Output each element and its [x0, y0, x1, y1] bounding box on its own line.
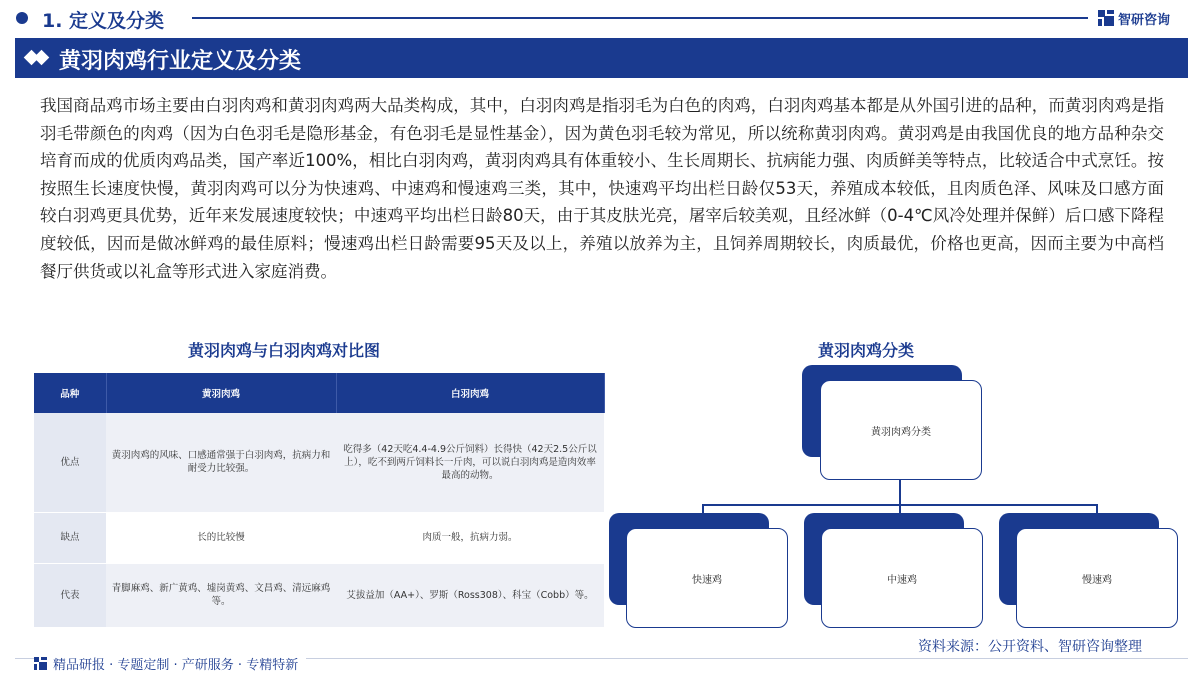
white-cell: 吃得多（42天吃4.4-4.9公斤饲料）长得快（42天2.5公斤以上），吃不到两斤饲料长一斤肉，可以说白羽肉鸡是造肉效率最高的动物。	[336, 413, 604, 512]
intro-paragraph: 我国商品鸡市场主要由白羽肉鸡和黄羽肉鸡两大品类构成，其中，白羽肉鸡是指羽毛为白色的肉鸡，白羽肉鸡基本都是从外国引进的品种，而黄羽肉鸡是指羽毛带颜色的肉鸡（因为白色羽毛是隐形基金，有色羽毛是显性基金），因为黄色羽毛较为常见，所以统称黄羽肉鸡。黄羽鸡是由我国优良的地方品种杂交培育而成的优质肉鸡品类，国产率近100%，相比白羽肉鸡，黄羽肉鸡具有体重较小、生长周期长、抗病能力强、肉质鲜美等特点，比较适合中式烹饪。按按照生长速度快慢，黄羽肉鸡可以分为快速鸡、中速鸡和慢速鸡三类，其中，快速鸡平均出栏日龄仅53天，养殖成本较低，且肉质色泽、风味及口感方面较白羽鸡更具优势，近年来发展速度较快；中速鸡平均出栏日龄80天，由于其皮肤光亮，屠宰后较美观，且经冰鲜（0-4℃风冷处理并保鲜）后口感下降程度较低，因而是做冰鲜鸡的最佳原料；慢速鸡出栏日龄需要95天及以上，养殖以放养为主，且饲养周期较长，肉质最优，价格也更高，因而主要为中高档餐厅供货或以礼盒等形式进入家庭消费。	[40, 96, 1164, 281]
tree-caption: 黄羽肉鸡分类	[818, 341, 915, 360]
child-node-medium: 中速鸡	[821, 528, 983, 628]
top-bar	[0, 0, 1200, 36]
header-variety: 品种	[34, 373, 106, 413]
white-cell: 艾拔益加（AA+）、罗斯（Ross308）、科宝（Cobb）等。	[336, 563, 604, 627]
brand-logo	[1098, 8, 1170, 28]
table-row	[34, 413, 604, 512]
section-title: 1. 定义及分类	[42, 10, 165, 32]
section-bullet	[16, 12, 28, 24]
page-title: 黄羽肉鸡行业定义及分类	[59, 49, 302, 74]
footer-slogan: 精品研报 · 专题定制 · 产研服务 · 专精特新	[53, 658, 299, 673]
header-yellow-chicken: 黄羽肉鸡	[106, 373, 336, 413]
row-label: 代表	[34, 563, 106, 627]
source-note: 资料来源：公开资料、智研咨询整理	[918, 639, 1142, 655]
row-label: 缺点	[34, 512, 106, 563]
table-row	[34, 512, 604, 563]
table-caption: 黄羽肉鸡与白羽肉鸡对比图	[188, 341, 381, 360]
header-white-chicken: 白羽肉鸡	[336, 373, 604, 413]
yellow-cell: 长的比较慢	[106, 512, 336, 563]
yellow-cell: 黄羽肉鸡的风味、口感通常强于白羽肉鸡，抗病力和耐受力比较强。	[106, 413, 336, 512]
double-diamond-icon	[25, 50, 51, 66]
child-node-slow: 慢速鸡	[1016, 528, 1178, 628]
white-cell: 肉质一般，抗病力弱。	[336, 512, 604, 563]
brand-name: 智研咨询	[1118, 12, 1171, 28]
table-row	[34, 563, 604, 627]
tree-connector	[899, 480, 901, 505]
table-header-row	[34, 373, 604, 413]
header-divider	[192, 17, 1088, 19]
row-label: 优点	[34, 413, 106, 512]
zhiyan-logo-icon	[34, 657, 47, 670]
title-banner	[15, 38, 1188, 78]
comparison-table	[34, 373, 605, 628]
footer	[34, 654, 306, 673]
yellow-cell: 青脚麻鸡、新广黄鸡、墟岗黄鸡、文昌鸡、清远麻鸡等。	[106, 563, 336, 627]
zhiyan-logo-icon	[1098, 10, 1114, 26]
root-node: 黄羽肉鸡分类	[820, 380, 982, 480]
child-node-fast: 快速鸡	[626, 528, 788, 628]
